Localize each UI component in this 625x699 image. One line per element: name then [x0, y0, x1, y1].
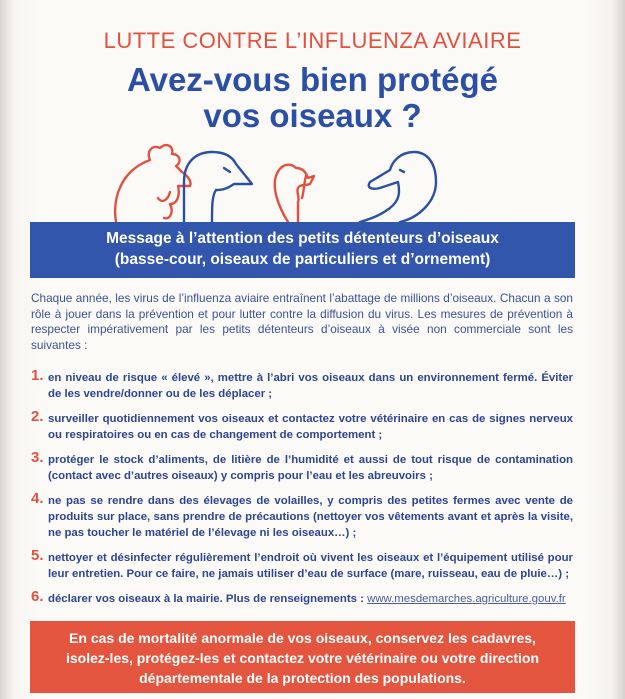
info-link[interactable]: www.mesdemarches.agriculture.gouv.fr — [367, 593, 566, 605]
measure-number: 1. — [31, 367, 44, 384]
measure-number: 6. — [31, 588, 44, 605]
measure-number: 2. — [31, 408, 44, 425]
turkey-icon — [275, 165, 314, 222]
measures-list — [31, 367, 573, 616]
measure-number: 4. — [31, 490, 44, 507]
audience-line-1: Message à l’attention des petits détenteurs d’oiseaux — [106, 230, 499, 247]
goose-icon — [184, 152, 252, 222]
alert-line-3: départementale de la protection des populations. — [139, 670, 466, 686]
measure-item — [31, 490, 573, 541]
measure-text: nettoyer et désinfecter régulièrement l’endroit où vivent les oiseaux et l’équipement utilisé pour leur entretien. Pour ce faire, ne jamais utiliser d’eau de surface (mare, ruisseau, eau de pluie…) ; — [48, 552, 573, 580]
measure-text: ne pas se rendre dans des élevages de volailles, y compris des petites fermes avec vente de produits sur place, sans prendre de précautions (nettoyer vos vêtements avant et après la visite, ne pas toucher le matériel de l’élevage ni les oiseaux…) ; — [48, 495, 573, 539]
birds-illustration — [100, 142, 500, 224]
audience-line-2: (basse-cour, oiseaux de particuliers et d’ornement) — [114, 251, 491, 268]
measure-item — [31, 547, 573, 582]
measure-item — [31, 588, 573, 607]
campaign-kicker: LUTTE CONTRE L’INFLUENZA AVIAIRE — [103, 28, 522, 53]
measure-item — [31, 367, 573, 402]
alert-line-1: En cas de mortalité anormale de vos oiseaux, conservez les cadavres, — [69, 630, 536, 646]
page-title — [0, 62, 625, 134]
measure-number: 5. — [31, 547, 44, 564]
mortality-alert-banner — [30, 621, 575, 693]
measure-item — [31, 449, 573, 484]
title-line-2: vos oiseaux ? — [203, 97, 422, 134]
chicken-icon — [115, 145, 190, 222]
measure-text: surveiller quotidiennement vos oiseaux et contactez votre vétérinaire en cas de signes nerveux ou respiratoires ou en cas de changement de comportement ; — [48, 413, 573, 441]
measure-number: 3. — [31, 449, 44, 466]
duck-icon — [360, 152, 436, 222]
alert-line-2: isolez-les, protégez-les et contactez votre vétérinaire ou votre direction — [65, 650, 540, 666]
measure-text: déclarer vos oiseaux à la mairie. Plus de renseignements : — [48, 593, 368, 605]
audience-banner — [30, 222, 575, 278]
measure-item — [31, 408, 573, 443]
title-line-1: Avez-vous bien protégé — [126, 61, 498, 98]
intro-paragraph: Chaque année, les virus de l’influenza aviaire entraînent l’abattage de millions d’oiseaux. Chacun a son rôle à jouer dans la prévention et pour lutter contre la diffusion du virus. Les mesures de prévention à respecter impérativement par les petits détenteurs d’oiseaux à visée non commerciale sont les suivantes : — [31, 291, 573, 352]
measure-text: protéger le stock d’aliments, de litière de l’humidité et aussi de tout risque de contamination (contact avec d’autres oiseaux) y compris pour l’eau et les abreuvoirs ; — [48, 454, 573, 482]
measure-text: en niveau de risque « élevé », mettre à l’abri vos oiseaux dans un environnement fermé. Éviter de les vendre/donner ou de les déplacer ; — [48, 372, 573, 400]
